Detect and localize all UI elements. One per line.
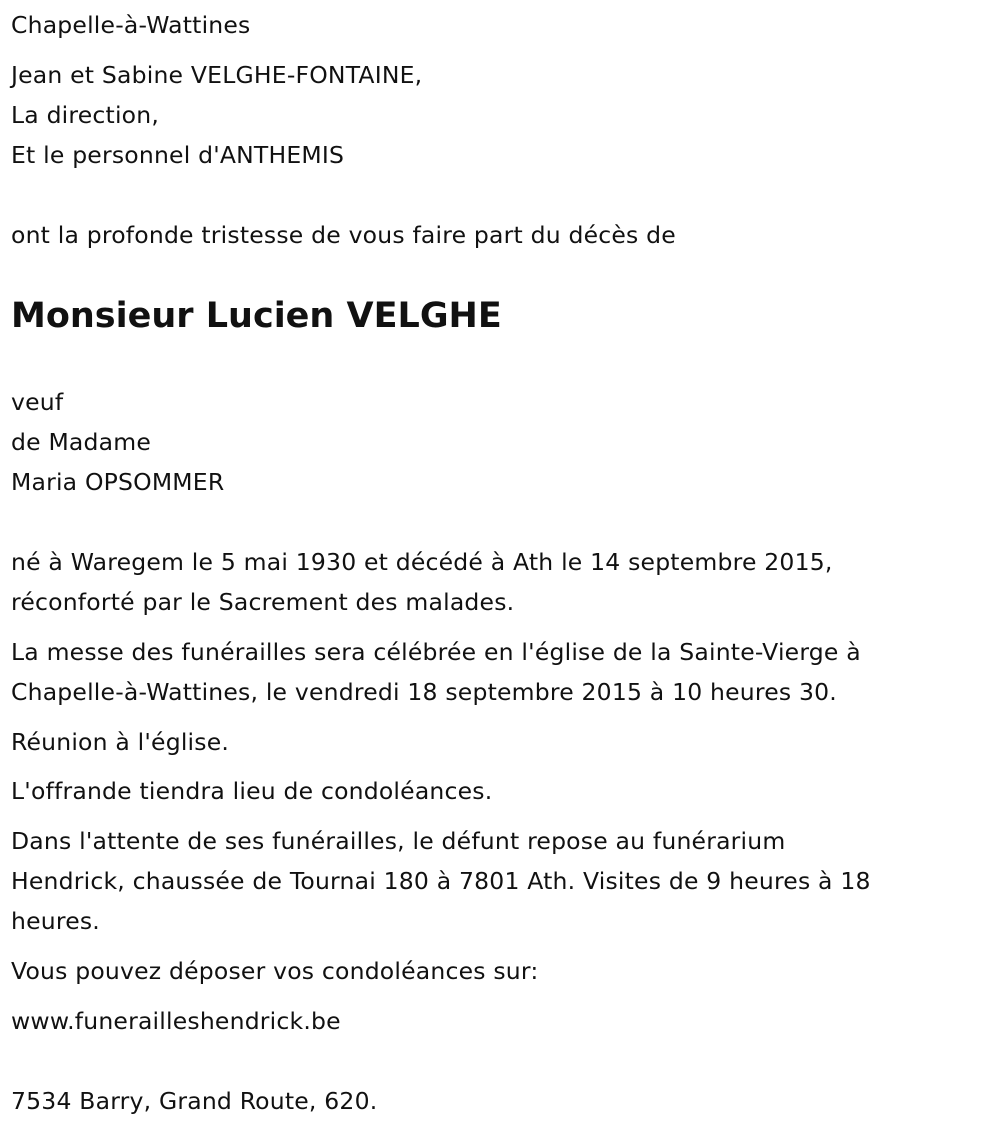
intro-text: ont la profonde tristesse de vous faire part du décès de xyxy=(11,221,676,249)
mass-line-2: Chapelle-à-Wattines, le vendredi 18 septembre 2015 à 10 heures 30. xyxy=(11,678,837,706)
condolences-label: Vous pouvez déposer vos condoléances sur: xyxy=(11,957,539,985)
birth-death-line-1: né à Waregem le 5 mai 1930 et décédé à Ath le 14 septembre 2015, xyxy=(11,548,833,576)
address: 7534 Barry, Grand Route, 620. xyxy=(11,1087,378,1115)
birth-death-line-2: réconforté par le Sacrement des malades. xyxy=(11,588,515,616)
repose-line-2: Hendrick, chaussée de Tournai 180 à 7801 Ath. Visites de 9 heures à 18 xyxy=(11,867,871,895)
announcer-staff: Et le personnel d'ANTHEMIS xyxy=(11,141,345,169)
announcer-direction: La direction, xyxy=(11,101,160,129)
repose-line-3: heures. xyxy=(11,907,100,935)
offering-text: L'offrande tiendra lieu de condoléances. xyxy=(11,777,493,805)
repose-line-1: Dans l'attente de ses funérailles, le défunt repose au funérarium xyxy=(11,827,786,855)
spouse-name: Maria OPSOMMER xyxy=(11,468,225,496)
announcer-family: Jean et Sabine VELGHE-FONTAINE, xyxy=(11,61,423,89)
condolences-link[interactable]: www.funerailleshendrick.be xyxy=(11,1007,341,1035)
mass-line-1: La messe des funérailles sera célébrée en l'église de la Sainte-Vierge à xyxy=(11,638,861,666)
spouse-status: veuf xyxy=(11,388,64,416)
location: Chapelle-à-Wattines xyxy=(11,11,251,39)
meeting-text: Réunion à l'église. xyxy=(11,728,230,756)
spouse-title: de Madame xyxy=(11,428,151,456)
deceased-name: Monsieur Lucien VELGHE xyxy=(11,296,502,336)
